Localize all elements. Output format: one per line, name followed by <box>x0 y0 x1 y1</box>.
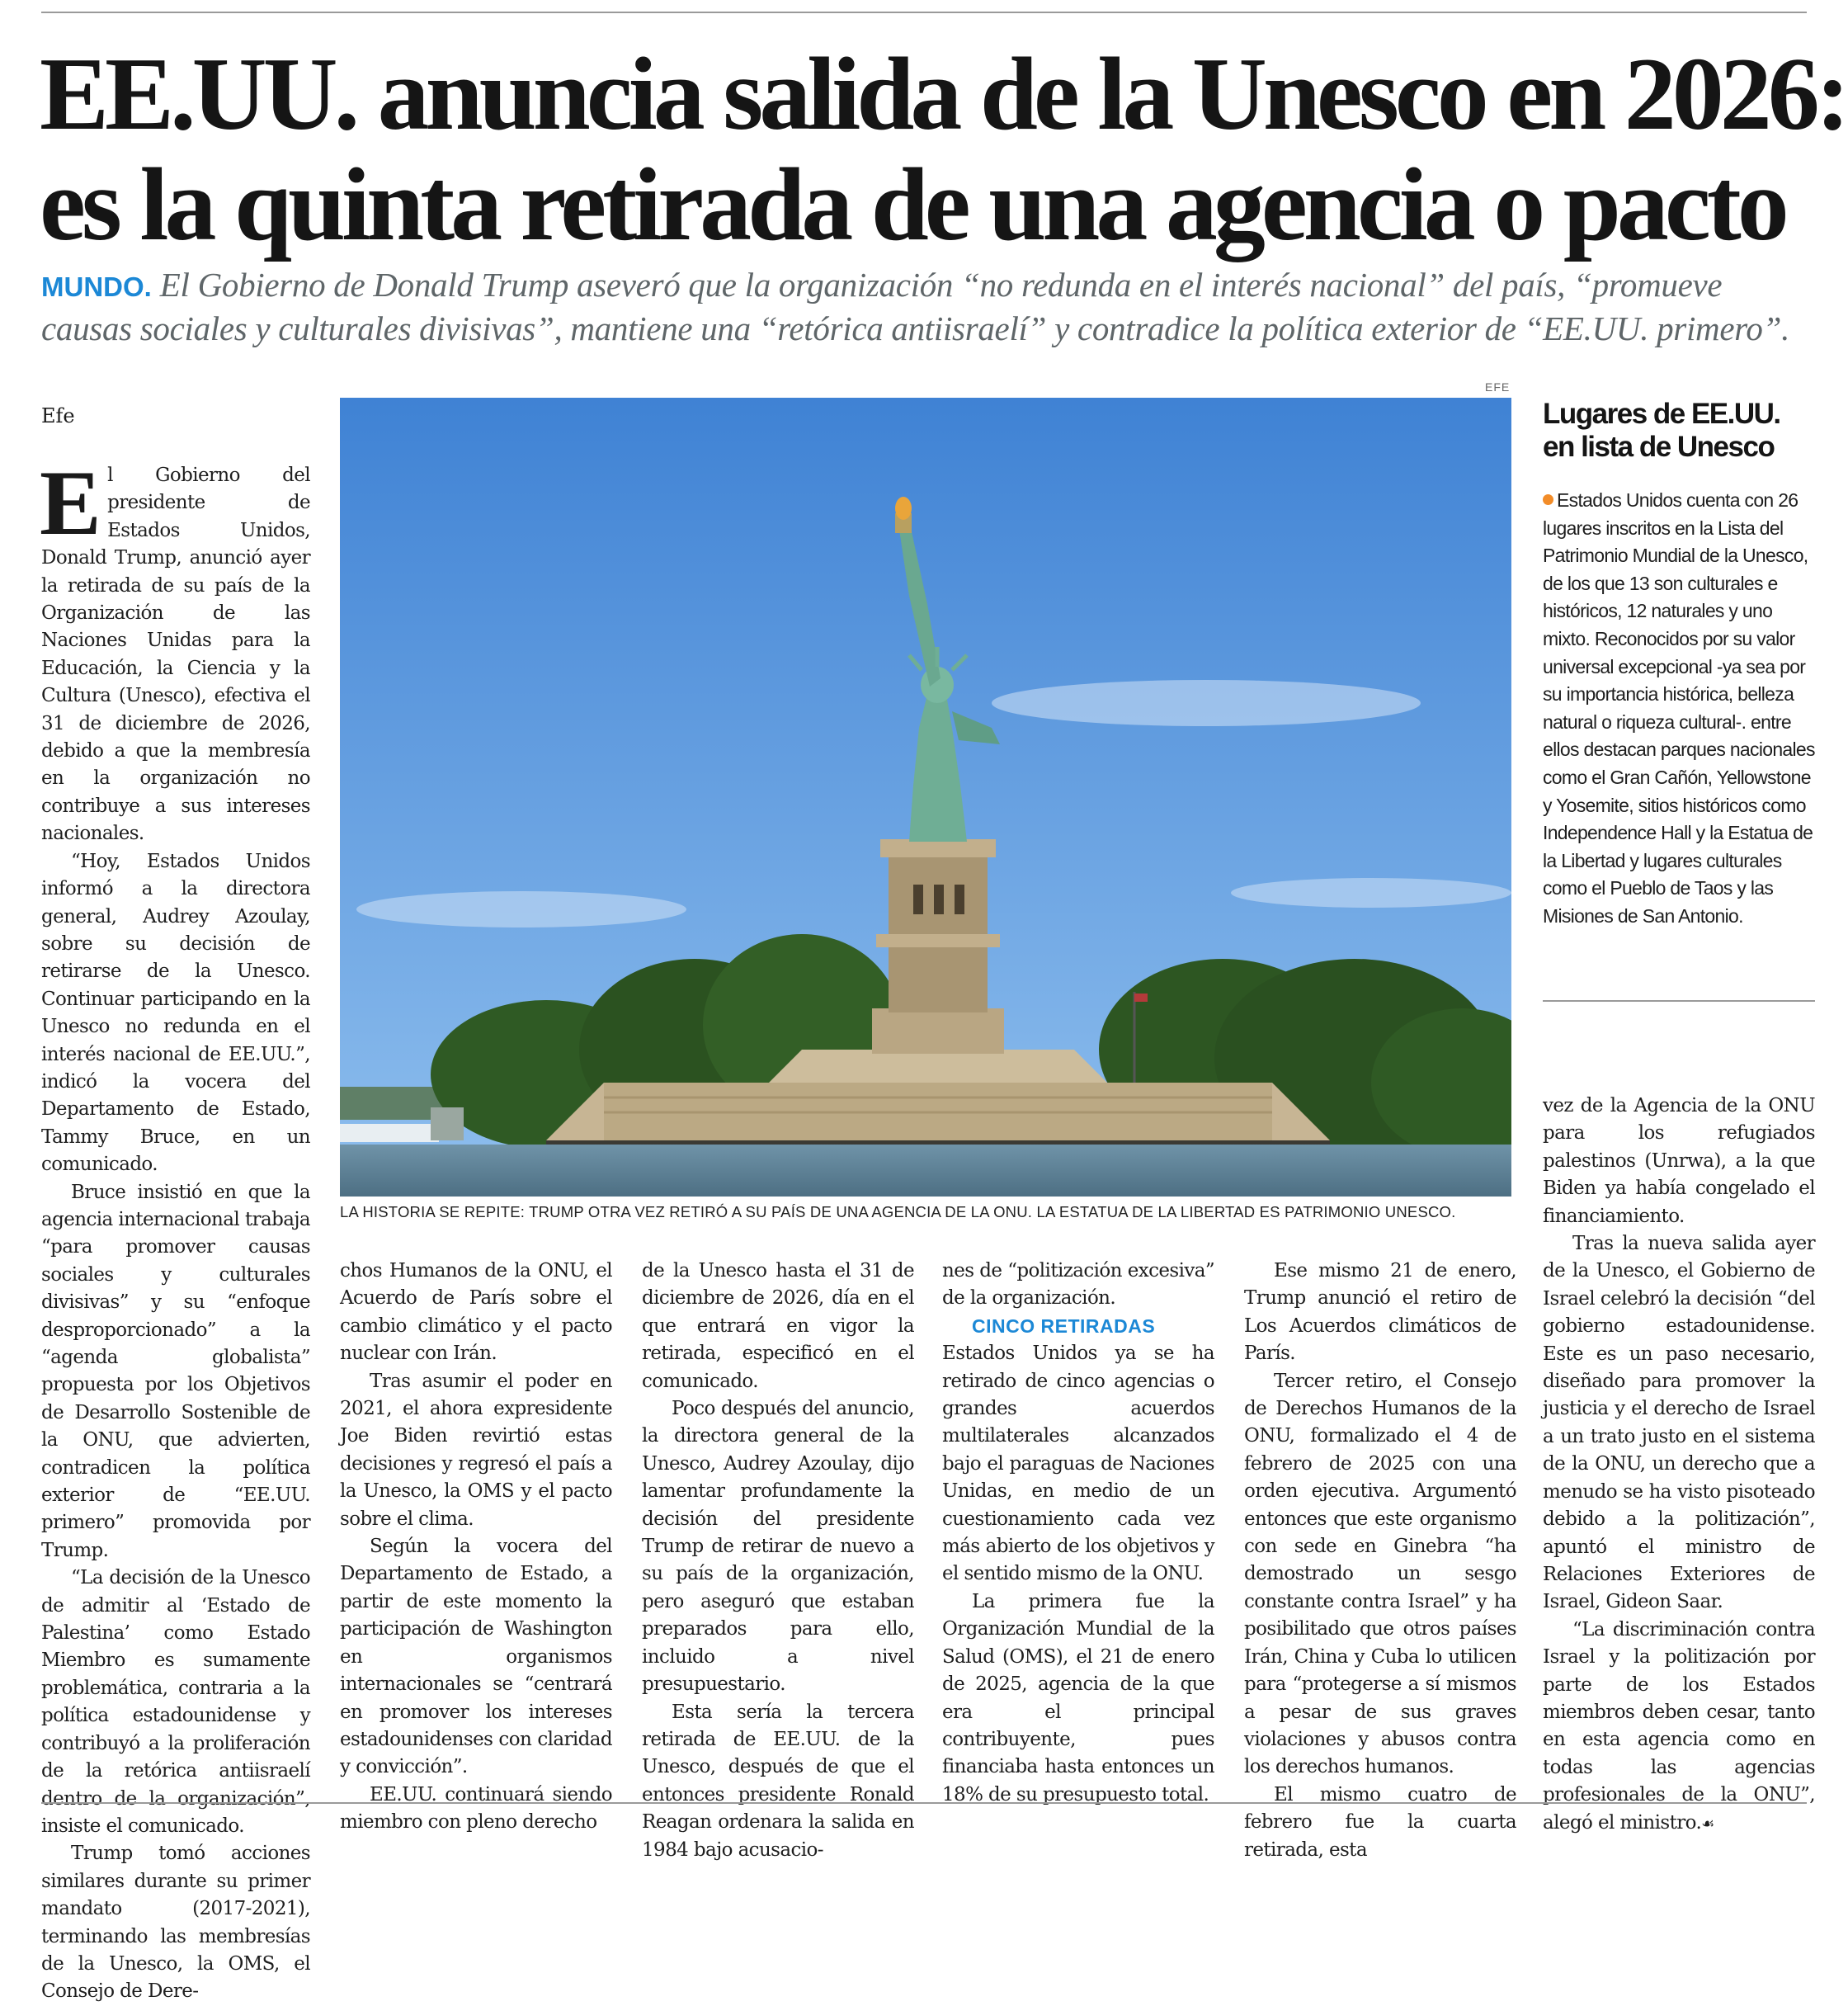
paragraph: La primera fue la Organización Mundial de la Salud (OMS), el 21 de enero de 2025, agencia de la que era el principal contribuyente, pues financiaba hasta entonces un 18% de su presupuesto total. <box>942 1590 1214 1805</box>
photo-caption: LA HISTORIA SE REPITE: TRUMP OTRA VEZ RETIRÓ A SU PAÍS DE UNA AGENCIA DE LA ONU. LA ESTATUA DE LA LIBERTAD ES PATRIMONIO UNESCO. <box>340 1203 1456 1220</box>
sidebar-text: Estados Unidos cuenta con 26 lugares inscritos en la Lista del Patrimonio Mundial de la Unesco, de los que 13 son culturales e históricos, 12 naturales y uno mixto. Reconocidos por su valor universal excepcional -ya sea por su importancia histórica, belleza natural o riqueza cultural-. entre ellos destacan parques nacionales como el Gran Cañón, Yellowstone y Yosemite, sitios históricos como Independence Hall y la Estatua de la Libertad y lugares culturales como el Pueblo de Taos y las Misiones de San Antonio. <box>1543 489 1815 927</box>
top-rule <box>41 12 1807 13</box>
section-label: MUNDO. <box>41 271 152 302</box>
photo-credit: EFE <box>1485 380 1511 394</box>
article-column-6 <box>1543 1093 1815 1838</box>
byline: Efe <box>41 404 75 427</box>
article-column-4 <box>942 1258 1214 1809</box>
paragraph: Tras asumir el poder en 2021, el ahora expresidente Joe Biden revirtió estas decisiones y regresó el país a la Unesco, la OMS y el pacto sobre el clima. <box>340 1370 612 1530</box>
paragraph: nes de “politización excesiva” de la organización. <box>942 1260 1214 1310</box>
paragraph: chos Humanos de la ONU, el Acuerdo de París sobre el cambio climático y el pacto nuclear con Irán. <box>340 1260 612 1365</box>
deck <box>41 264 1815 349</box>
bullet-dot-icon <box>1543 494 1553 505</box>
article-column-2 <box>340 1258 612 1837</box>
paragraph: Poco después del anuncio, la directora general de la Unesco, Audrey Azoulay, dijo lamentar profundamente la decisión del presidente Trump de retirar de nuevo a su país de la organización, pero aseguró que estaban preparados para ello, incluido a nivel presupuestario. <box>642 1398 914 1696</box>
end-mark-icon: ☙ <box>1701 1815 1714 1833</box>
paragraph: Estados Unidos ya se ha retirado de cinco agencias o grandes acuerdos multilaterales alcanzados bajo el paraguas de Naciones Unidas, en medio de un cuestionamiento cada vez más abierto de los objetivos y el sentido mismo de la ONU. <box>942 1343 1214 1585</box>
article-column-5 <box>1244 1258 1516 1864</box>
sidebar-title: Lugares de EE.UU. en lista de Unesco <box>1543 398 1780 463</box>
paragraph: Según la vocera del Departamento de Estado, a partir de este momento la participación de Washington en organismos internacionales se “centrará en promover los intereses estadounidenses con claridad y convicción”. <box>340 1536 612 1778</box>
bottom-rule <box>41 1802 1807 1804</box>
headline-line-1: EE.UU. anuncia salida de la Unesco en 2026: <box>40 37 1846 152</box>
sidebar-rule <box>1543 1000 1815 1002</box>
paragraph: “La decisión de la Unesco de admitir al ‘Estado de Palestina’ como Estado Miembro es sumamente problemática, contraria a la política estadounidense y contribuyó a la proliferación de la retórica antiisraelí dentro de la organización”, insiste el comunicado. <box>41 1567 310 1837</box>
drop-cap: E <box>40 452 101 555</box>
deck-text: El Gobierno de Donald Trump aseveró que la organización “no redunda en el interés nacional” del país, “promueve causas sociales y culturales divisivas”, mantiene una “retórica antiisraelí” y contradice la política exterior de “EE.UU. primero”. <box>41 266 1790 347</box>
article-column-1 <box>40 452 310 2006</box>
subhead: CINCO RETIRADAS <box>972 1315 1156 1337</box>
paragraph: Ese mismo 21 de enero, Trump anunció el retiro de Los Acuerdos climáticos de París. <box>1244 1260 1516 1365</box>
photo-statue-of-liberty <box>340 398 1511 1197</box>
headline <box>40 37 1846 262</box>
statue-of-liberty-illustration <box>340 398 1511 1197</box>
headline-line-2: es la quinta retirada de una agencia o pacto <box>40 148 1785 262</box>
lead-paragraph: El Gobierno del presidente de Estados Unidos, Donald Trump, anunció ayer la retirada de su país de la Organización de las Naciones Unidas para la Educación, la Ciencia y la Cultura (Unesco), efectiva el 31 de diciembre de 2026, debido a que la membresía en la organización no contribuye a sus intereses nacionales. <box>40 452 310 845</box>
paragraph: Tras la nueva salida ayer de la Unesco, el Gobierno de Israel celebró la decisión “del gobierno estadounidense. Este es un paso necesario, diseñado para promover la justicia y el derecho de Israel a un trato justo en el sistema de la ONU, un derecho que a menudo se ha visto pisoteado debido a la politización”, apuntó el ministro de Relaciones Exteriores de Israel, Gideon Saar. <box>1543 1233 1815 1613</box>
paragraph: El mismo cuatro de febrero fue la cuarta retirada, esta <box>1244 1783 1516 1861</box>
paragraph: EE.UU. continuará siendo miembro con pleno derecho <box>340 1783 612 1834</box>
article-column-3 <box>642 1258 914 1864</box>
paragraph: “Hoy, Estados Unidos informó a la directora general, Audrey Azoulay, sobre su decisión de retirarse de la Unesco. Continuar participando en la Unesco no redunda en el interés nacional de EE.UU.”, indicó la vocera del Departamento de Estado, Tammy Bruce, en un comunicado. <box>41 850 310 1176</box>
paragraph: Esta sería la tercera retirada de EE.UU. de la Unesco, después de que el entonces presidente Ronald Reagan ordenara la salida en 1984 bajo acusacio- <box>642 1701 914 1861</box>
paragraph: vez de la Agencia de la ONU para los refugiados palestinos (Unrwa), a la que Biden ya había congelado el financiamiento. <box>1543 1095 1815 1227</box>
sidebar-body <box>1543 487 1815 931</box>
paragraph: Trump tomó acciones similares durante su primer mandato (2017-2021), terminando las membresías de la Unesco, la OMS, el Consejo de Dere- <box>41 1843 310 2003</box>
paragraph: “La discriminación contra Israel y la politización por parte de los Estados miembros deben cesar, tanto en esta agencia como en todas las agencias profesionales de la ONU”, alegó el ministro.☙ <box>1543 1618 1815 1834</box>
paragraph: Tercer retiro, el Consejo de Derechos Humanos de la ONU, formalizado el 4 de febrero de 2025 con una orden ejecutiva. Argumentó entonces que este organismo con sede en Ginebra “ha demostrado un sesgo constante contra Israel” y ha posibilitado que otros países Irán, China y Cuba lo utilicen para “protegerse a sí mismos a pesar de sus graves violaciones y abusos contra los derechos humanos. <box>1244 1370 1516 1778</box>
paragraph: Bruce insistió en que la agencia internacional trabaja “para promover causas sociales y culturales divisivas” y su “enfoque desproporcionado” a la “agenda globalista” propuesta por los Objetivos de Desarrollo Sostenible de la ONU, que advierten, contradicen la política exterior de “EE.UU. primero” promovida por Trump. <box>41 1181 310 1561</box>
paragraph: de la Unesco hasta el 31 de diciembre de 2026, día en el que entrará en vigor la retirada, especificó en el comunicado. <box>642 1260 914 1392</box>
